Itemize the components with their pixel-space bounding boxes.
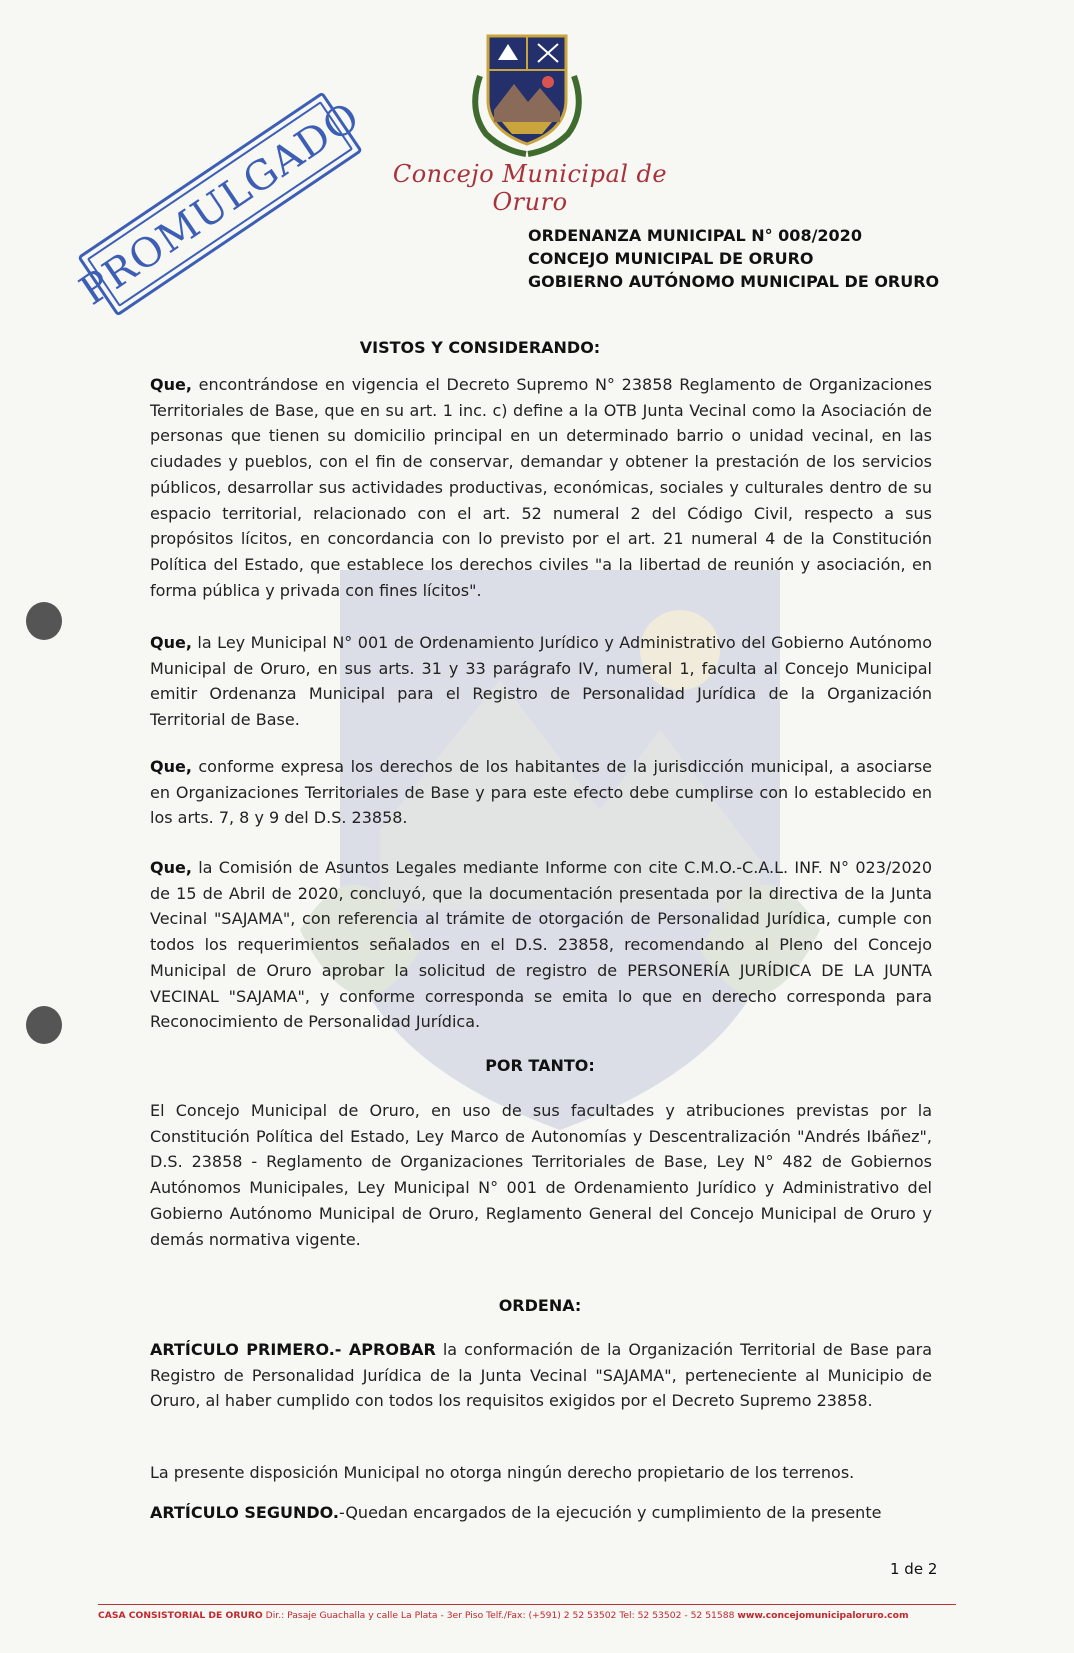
promulgado-stamp xyxy=(71,91,369,316)
considerando-text: la Ley Municipal N° 001 de Ordenamiento Jurídico y Administrativo del Gobierno Autónomo Municipal de Oruro, en sus arts. 31 y 33 parágrafo IV, numeral 1, faculta al Concejo Municipal emitir Ordenanza Municipal para el Registro de Personalidad Jurídica de la Organización Territorial de Base. xyxy=(150,633,932,730)
punch-hole xyxy=(26,1006,62,1044)
considerando-1 xyxy=(150,372,932,603)
articulo-segundo xyxy=(150,1500,932,1526)
considerando-text: conforme expresa los derechos de los habitantes de la jurisdicción municipal, a asociarse en Organizaciones Territoriales de Base y para este efecto debe cumplirse con lo establecido en los arts. 7, 8 y 9 del D.S. 23858. xyxy=(150,757,932,828)
council-name: CONCEJO MUNICIPAL DE ORURO xyxy=(528,249,814,268)
considerando-4 xyxy=(150,855,932,1035)
ordinance-number: ORDENANZA MUNICIPAL N° 008/2020 xyxy=(528,226,862,245)
articulo-segundo-text: -Quedan encargados de la ejecución y cumplimiento de la presente xyxy=(338,1503,882,1522)
council-script-title: Concejo Municipal de Oruro xyxy=(392,160,668,216)
section-vistos: VISTOS Y CONSIDERANDO: xyxy=(359,338,601,357)
footer-website: www.concejomunicipaloruro.com xyxy=(737,1610,909,1621)
ordinance-heading xyxy=(528,224,939,293)
oruro-crest-logo xyxy=(462,30,592,160)
articulo-primero-lead: ARTÍCULO PRIMERO.- APROBAR xyxy=(150,1340,436,1359)
articulo-nota: La presente disposición Municipal no otorga ningún derecho propietario de los terrenos. xyxy=(150,1463,855,1482)
punch-hole xyxy=(26,602,62,640)
section-por-tanto: POR TANTO: xyxy=(485,1056,595,1075)
footer-address: Dir.: Pasaje Guachalla y calle La Plata - 3er Piso Telf./Fax: (+591) 2 52 53502 Tel: 52 53502 - 52 51588 xyxy=(262,1610,738,1621)
considerando-text: la Comisión de Asuntos Legales mediante Informe con cite C.M.O.-C.A.L. INF. N° 023/2020 de 15 de Abril de 2020, concluyó, que la documentación presentada por la directiva de la Junta Vecinal "SAJAMA", con referencia al trámite de otorgación de Personalidad Jurídica, cumple con todos los requerimientos señalados en el D.S. 23858, recomendando al Pleno del Concejo Municipal de Oruro aprobar la solicitud de registro de PERSONERÍA JURÍDICA DE LA JUNTA VECINAL "SAJAMA", y conforme corresponda se emita lo que en derecho corresponda para Reconocimiento de Personalidad Jurídica. xyxy=(150,858,932,1032)
articulo-primero-text: la conformación de la Organización Territorial de Base para Registro de Personalidad Jurídica de la Junta Vecinal "SAJAMA", perteneciente al Municipio de Oruro, al haber cumplido con todos los requisitos exigidos por el Decreto Supremo 23858. xyxy=(150,1340,933,1411)
considerando-lead: Que, xyxy=(150,633,192,652)
considerando-lead: Que, xyxy=(150,757,192,776)
footer-divider xyxy=(98,1604,956,1605)
footer xyxy=(98,1610,978,1621)
articulo-segundo-lead: ARTÍCULO SEGUNDO. xyxy=(150,1503,339,1522)
considerando-lead: Que, xyxy=(150,375,192,394)
considerando-lead: Que, xyxy=(150,858,192,877)
government-name: GOBIERNO AUTÓNOMO MUNICIPAL DE ORURO xyxy=(528,272,940,291)
articulo-primero xyxy=(150,1337,932,1414)
section-ordena: ORDENA: xyxy=(498,1296,582,1315)
por-tanto-paragraph: El Concejo Municipal de Oruro, en uso de sus facultades y atribuciones previstas por la Constitución Política del Estado, Ley Marco de Autonomías y Descentralización "Andrés Ibáñez", D.S. 23858 - Reglamento de Organizaciones Territoriales de Base, Ley N° 482 de Gobiernos Autónomos Municipales, Ley Municipal N° 001 de Ordenamiento Jurídico y Administrativo del Gobierno Autónomo Municipal de Oruro, Reglamento General del Concejo Municipal de Oruro y demás normativa vigente. xyxy=(150,1101,932,1249)
stamp-text: PROMULGADO xyxy=(71,93,369,315)
considerando-3 xyxy=(150,754,932,831)
considerando-2 xyxy=(150,630,932,733)
page-number: 1 de 2 xyxy=(890,1560,938,1578)
footer-org: CASA CONSISTORIAL DE ORURO xyxy=(98,1610,263,1621)
considerando-text: encontrándose en vigencia el Decreto Supremo N° 23858 Reglamento de Organizaciones Territoriales de Base, que en su art. 1 inc. c) define a la OTB Junta Vecinal como la Asociación de personas que tienen su domicilio principal en un determinado barrio o unidad vecinal, en las ciudades y pueblos, con el fin de conservar, demandar y obtener la prestación de los servicios públicos, desarrollar sus actividades productivas, económicas, sociales y culturales dentro de su espacio territorial, relacionado con el art. 52 numeral 2 del Código Civil, respecto a sus propósitos lícitos, en concordancia con lo previsto por el art. 21 numeral 4 de la Constitución Política del Estado, que establece los derechos civiles "a la libertad de reunión y asociación, en forma pública y privada con fines lícitos". xyxy=(150,375,932,600)
